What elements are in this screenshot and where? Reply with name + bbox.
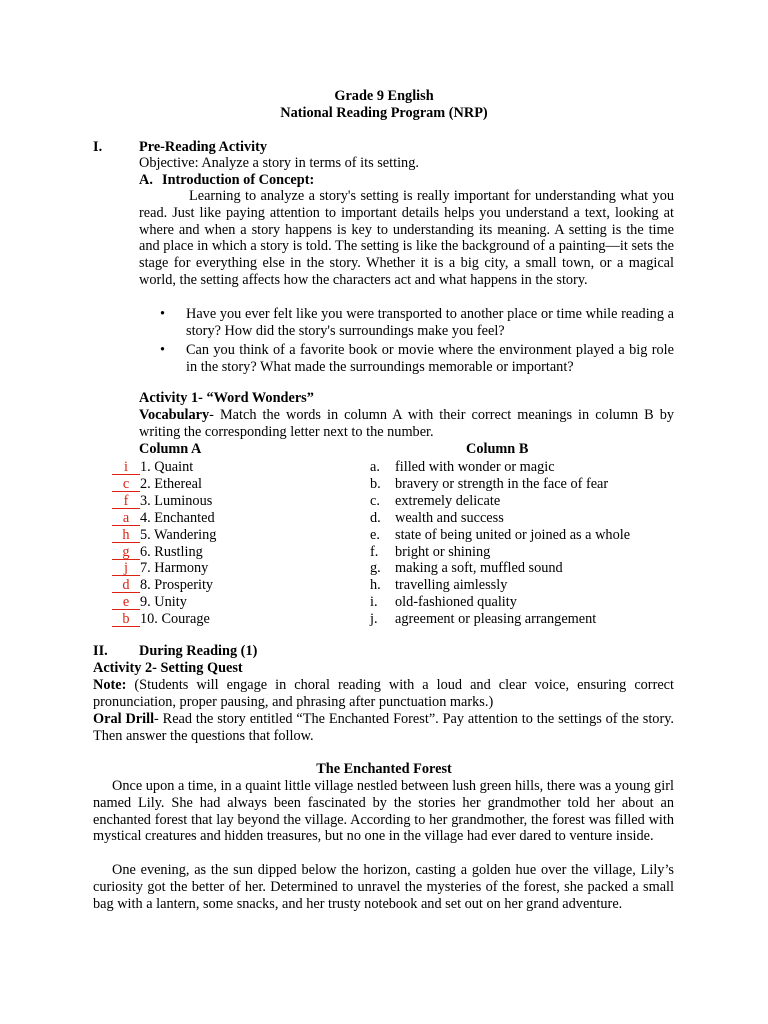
column-a-item (112, 476, 202, 493)
answer-blank[interactable]: b (112, 612, 140, 627)
meaning-letter: b. (370, 475, 381, 492)
column-a-item (112, 493, 212, 510)
meaning-letter: j. (370, 611, 378, 628)
answer-blank[interactable]: g (112, 545, 140, 560)
page-subtitle: National Reading Program (NRP) (280, 105, 488, 121)
vocabulary-word: 5. Wandering (140, 526, 217, 543)
subsection-title: Introduction of Concept: (162, 172, 315, 188)
story-paragraph-1: Once upon a time, in a quaint little village nestled between lush green hills, there was a young girl named Lily. She had always been fascinated by the stories her grandmother told her about an enchanted forest that lay beyond the village. According to her grandmother, the forest was filled with mystical creatures and hidden treasures, but no one in the village had ever dared to venture inside. (93, 778, 674, 845)
vocabulary-word: 6. Rustling (140, 543, 203, 560)
column-b-item (370, 594, 517, 611)
meaning-text: state of being united or joined as a whole (395, 526, 631, 543)
answer-blank[interactable]: h (112, 528, 140, 543)
meaning-text: making a soft, muffled sound (395, 560, 563, 577)
intro-paragraph: Learning to analyze a story's setting is really important for understanding what you read. Just like paying attention to important details helps you understand a text, looking at where and when a story happens is key to understanding its meaning. A setting is the time and place in which a story is told. The setting is like the background of a painting—it sets the stage for everything else in the story. Whether it is a big city, a small town, or a magical world, the setting affects how the characters act and what happens in the story. (139, 188, 674, 288)
oral-drill-paragraph (93, 711, 674, 745)
vocabulary-word: 1. Quaint (140, 459, 194, 475)
section-2-title: During Reading (1) (139, 643, 258, 659)
column-b-item (370, 459, 555, 476)
meaning-text: travelling aimlessly (395, 577, 508, 594)
column-b-item (370, 476, 608, 493)
answer-blank[interactable]: d (112, 578, 140, 593)
vocabulary-label: Vocabulary (139, 407, 210, 423)
vocabulary-word: 9. Unity (140, 594, 187, 611)
meaning-letter: g. (370, 560, 381, 577)
meaning-letter: c. (370, 492, 380, 509)
subsection-label: A. (139, 172, 153, 188)
section-1-title: Pre-Reading Activity (139, 139, 267, 155)
answer-blank[interactable]: e (112, 595, 140, 610)
vocabulary-word: 4. Enchanted (140, 509, 215, 526)
vocabulary-word: 3. Luminous (140, 492, 213, 509)
page-title: Grade 9 English (334, 88, 434, 104)
bullet-text: Have you ever felt like you were transported to another place or time while reading a story? How did the story's surroundings make you feel? (186, 306, 674, 339)
meaning-letter: a. (370, 459, 380, 475)
meaning-letter: f. (370, 543, 379, 560)
column-a-item (112, 527, 216, 544)
column-b-header: Column B (466, 441, 529, 457)
column-a-header: Column A (139, 441, 202, 457)
column-b-item (370, 544, 490, 561)
column-b-item (370, 577, 507, 594)
vocabulary-word: 10. Courage (140, 611, 210, 628)
answer-blank[interactable]: a (112, 511, 140, 526)
meaning-text: old-fashioned quality (395, 594, 517, 611)
column-b-item (370, 527, 630, 544)
activity-2-title: Activity 2- Setting Quest (93, 660, 243, 676)
answer-blank[interactable]: i (112, 460, 140, 475)
note-label: Note: (93, 677, 127, 693)
meaning-text: filled with wonder or magic (395, 459, 555, 475)
bullet-icon: • (160, 306, 166, 322)
meaning-text: extremely delicate (395, 492, 501, 509)
meaning-letter: h. (370, 577, 381, 594)
vocabulary-instructions (139, 407, 674, 441)
note-text: (Students will engage in choral reading with a loud and clear voice, ensuring correct pronunciation, proper pausing, and phrasing after punctuation marks.) (93, 677, 674, 710)
bullet-item-1 (162, 306, 674, 340)
bullet-item-2 (162, 342, 674, 376)
column-a-item (112, 560, 208, 577)
meaning-letter: i. (370, 594, 378, 611)
vocabulary-word: 2. Ethereal (140, 475, 202, 492)
column-a-item (112, 577, 213, 594)
meaning-text: wealth and success (395, 509, 504, 526)
section-2-number: II. (93, 643, 108, 659)
meaning-text: bravery or strength in the face of fear (395, 475, 609, 492)
oral-drill-text: - Read the story entitled “The Enchanted Forest”. Pay attention to the settings of the story. Then answer the questions that follow. (93, 711, 674, 744)
column-a-item (112, 594, 187, 611)
vocabulary-word: 7. Harmony (140, 560, 209, 577)
objective: Objective: Analyze a story in terms of its setting. (139, 155, 419, 171)
meaning-text: agreement or pleasing arrangement (395, 611, 597, 628)
meaning-letter: d. (370, 509, 381, 526)
answer-blank[interactable]: f (112, 494, 140, 509)
column-b-item (370, 510, 504, 527)
story-paragraph-2: One evening, as the sun dipped below the horizon, casting a golden hue over the village, Lily’s curiosity got the better of her. Determined to unravel the mysteries of the forest, she packed a small bag with a lantern, some snacks, and her trusty notebook and set out on her grand adventure. (93, 862, 674, 912)
bullet-icon: • (160, 342, 166, 358)
oral-drill-label: Oral Drill (93, 711, 155, 727)
note-paragraph (93, 677, 674, 711)
column-a-item (112, 510, 215, 527)
column-a-item (112, 611, 210, 628)
story-title: The Enchanted Forest (316, 761, 452, 777)
vocabulary-text: - Match the words in column A with their correct meanings in column B by writing the corresponding letter next to the number. (139, 407, 674, 440)
column-a-item (112, 544, 203, 561)
answer-blank[interactable]: j (112, 561, 140, 576)
vocabulary-word: 8. Prosperity (140, 577, 214, 594)
section-1-number: I. (93, 139, 103, 155)
activity-1-title: Activity 1- “Word Wonders” (139, 390, 314, 406)
bullet-text: Can you think of a favorite book or movie where the environment played a big role in the story? What made the surroundings memorable or important? (186, 342, 674, 375)
column-b-item (370, 493, 500, 510)
meaning-text: bright or shining (395, 543, 491, 560)
column-b-item (370, 560, 563, 577)
column-a-item (112, 459, 193, 476)
meaning-letter: e. (370, 526, 380, 543)
answer-blank[interactable]: c (112, 477, 140, 492)
column-b-item (370, 611, 596, 628)
